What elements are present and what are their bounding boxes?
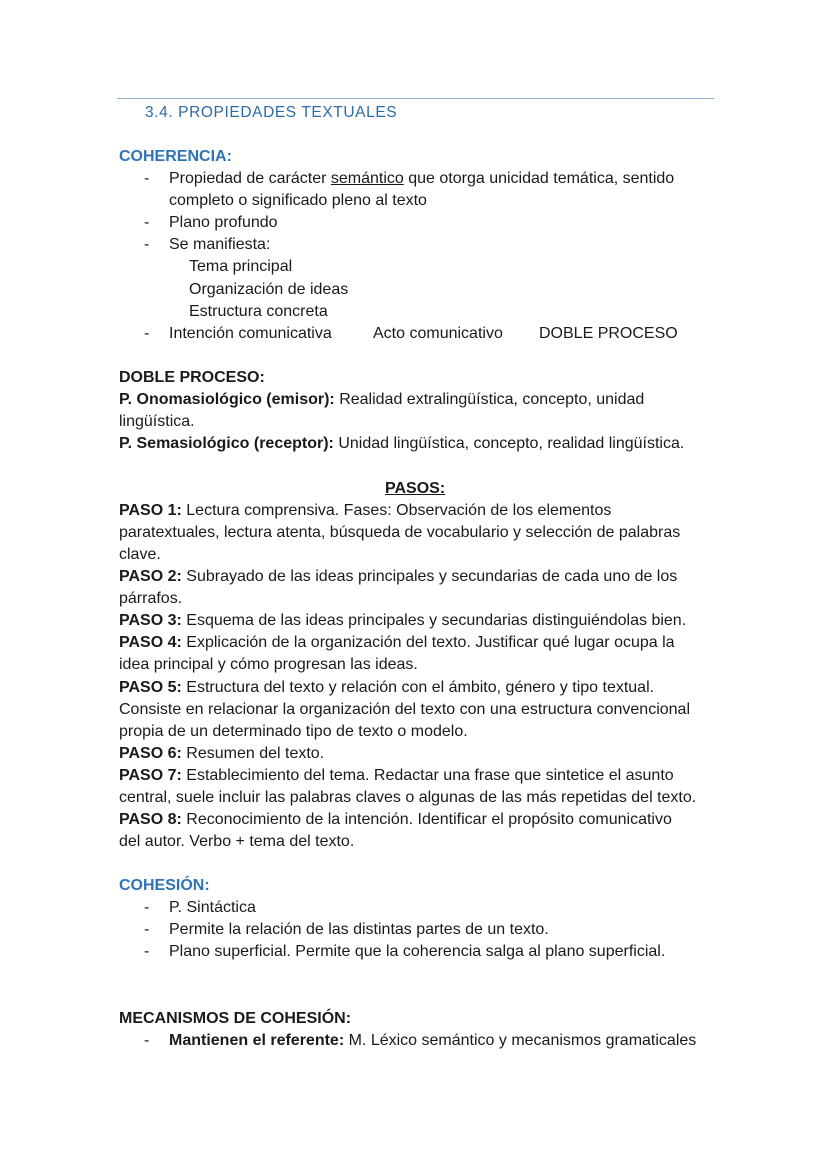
coherencia-item-4b: Acto comunicativo (373, 325, 503, 342)
paso-6: PASO 6: Resumen del texto. (119, 745, 325, 762)
coherencia-item-4a: Intención comunicativa (169, 325, 332, 342)
cohesion-heading: COHESIÓN: (119, 877, 210, 894)
pasos-heading: PASOS: (385, 480, 446, 497)
coherencia-item-2: Plano profundo (169, 214, 278, 231)
coherencia-item-1: Propiedad de carácter semántico que otorga unicidad temática, sentido (169, 170, 675, 187)
list-dash: - (144, 921, 150, 938)
paso-7: PASO 7: Establecimiento del tema. Redactar una frase que sintetice el asunto (119, 767, 674, 784)
paso-3: PASO 3: Esquema de las ideas principales y secundarias distinguiéndolas bien. (119, 612, 687, 629)
paso-1: PASO 1: Lectura comprensiva. Fases: Observación de los elementos (119, 502, 612, 519)
paso-4-cont: idea principal y cómo progresan las ideas. (119, 656, 418, 673)
paso-8-cont: del autor. Verbo + tema del texto. (119, 833, 355, 850)
cohesion-item-2: Permite la relación de las distintas partes de un texto. (169, 921, 549, 938)
mecanismos-item-1: Mantienen el referente: M. Léxico semántico y mecanismos gramaticales (169, 1032, 697, 1049)
doble-proceso-heading: DOBLE PROCESO: (119, 369, 265, 386)
sub-item-1: Tema principal (189, 258, 293, 275)
underlined-term: semántico (330, 170, 404, 187)
paso-8: PASO 8: Reconocimiento de la intención. Identificar el propósito comunicativo (119, 811, 672, 828)
cohesion-item-3: Plano superficial. Permite que la coherencia salga al plano superficial. (169, 943, 666, 960)
heading-rule (117, 98, 714, 99)
paso-2: PASO 2: Subrayado de las ideas principales y secundarias de cada uno de los (119, 568, 678, 585)
list-dash: - (144, 214, 150, 231)
paso-4: PASO 4: Explicación de la organización del texto. Justificar qué lugar ocupa la (119, 634, 675, 651)
list-dash: - (144, 170, 150, 187)
doble-proceso-p1: P. Onomasiológico (emisor): Realidad extralingüística, concepto, unidad (119, 391, 645, 408)
paso-1-cont: paratextuales, lectura atenta, búsqueda de vocabulario y selección de palabras (119, 524, 681, 541)
section-title: 3.4. PROPIEDADES TEXTUALES (145, 104, 398, 121)
paso-5-cont: propia de un determinado tipo de texto o modelo. (119, 723, 468, 740)
cohesion-item-1: P. Sintáctica (169, 899, 256, 916)
list-dash: - (144, 325, 150, 342)
doble-proceso-p1-cont: lingüística. (119, 413, 195, 430)
paso-5-cont: Consiste en relacionar la organización del texto con una estructura convencional (119, 701, 691, 718)
coherencia-item-1-cont: completo o significado pleno al texto (169, 192, 427, 209)
list-dash: - (144, 943, 150, 960)
paso-5: PASO 5: Estructura del texto y relación con el ámbito, género y tipo textual. (119, 679, 655, 696)
paso-2-cont: párrafos. (119, 590, 183, 607)
sub-item-3: Estructura concreta (189, 303, 328, 320)
sub-item-2: Organización de ideas (189, 281, 349, 298)
list-dash: - (144, 236, 150, 253)
paso-7-cont: central, suele incluir las palabras claves o algunas de las más repetidas del texto. (119, 789, 697, 806)
doble-proceso-p2: P. Semasiológico (receptor): Unidad lingüística, concepto, realidad lingüística. (119, 435, 685, 452)
list-dash: - (144, 1032, 150, 1049)
coherencia-item-4c: DOBLE PROCESO (539, 325, 678, 342)
list-dash: - (144, 899, 150, 916)
mecanismos-heading: MECANISMOS DE COHESIÓN: (119, 1010, 352, 1027)
paso-1-cont: clave. (119, 546, 161, 563)
coherencia-item-3: Se manifiesta: (169, 236, 271, 253)
coherencia-heading: COHERENCIA: (119, 148, 232, 165)
